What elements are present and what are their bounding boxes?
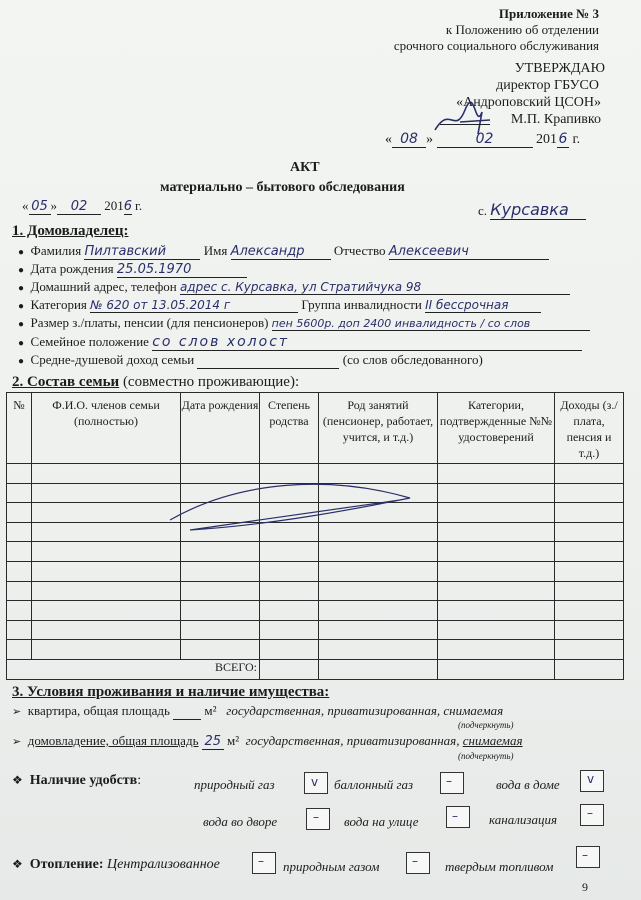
table-row: [7, 561, 624, 581]
row-family-status: ● Семейное положение со слов холост: [18, 334, 582, 351]
act-date-year-prefix: 201: [104, 198, 124, 213]
heating-central-checkbox[interactable]: [252, 852, 276, 874]
water-yard-mark: –: [313, 810, 319, 824]
apartment-underline-note: (подчеркнуть): [458, 720, 514, 730]
birth-label: Дата рождения: [30, 261, 114, 276]
heating-row: ❖ Отопление: Централизованное: [12, 857, 220, 872]
row-apartment: ➢ квартира, общая площадь м² государственная, приватизированная, снимаемая: [12, 703, 504, 718]
patronymic-label: Отчество: [333, 243, 386, 258]
birth-value: 25.05.1970: [117, 262, 247, 278]
amenities-heading: ❖ Наличие удобств:: [12, 773, 142, 788]
approve-date: « 08 » 02 201 6 г.: [385, 131, 581, 147]
bottled-gas-mark: –: [446, 774, 452, 788]
water-home-label: вода в доме: [496, 777, 560, 792]
section2-heading: [12, 374, 299, 391]
table-row: [7, 542, 624, 562]
water-yard-label: вода во дворе: [203, 814, 278, 829]
act-title: АКТ: [290, 160, 320, 175]
total-label: ВСЕГО:: [7, 659, 260, 679]
approve-label: УТВЕРЖДАЮ: [514, 61, 605, 76]
row-house: ➢ домовладение, общая площадь 25 м² государственная, приватизированная, снимаемая: [12, 733, 523, 749]
heating-gas-checkbox[interactable]: [406, 852, 430, 874]
approve-date-year-digit: 6: [558, 131, 568, 147]
row-birth: ● Дата рождения 25.05.1970: [18, 261, 247, 278]
row-income: ● Размер з./платы, пенсии (для пенсионеров) пен 5600р. доп 2400 инвалидность / со слов: [18, 315, 590, 331]
disability-label: Группа инвалидности: [301, 297, 422, 312]
house-type-state: государственная,: [245, 733, 344, 748]
table-total-row: [7, 659, 624, 679]
family-label: Семейное положение: [30, 334, 149, 349]
approve-date-month: 02: [437, 131, 533, 148]
col-income: Доходы (з./плата, пенсия и т.д.): [555, 393, 624, 464]
heating-central-label: Централизованное: [107, 857, 220, 872]
heating-central-mark: –: [258, 854, 264, 868]
avg-income-label: Средне-душевой доход семьи: [30, 352, 195, 367]
row-name: ● Фамилия Пилтавский Имя Александр Отчество Алексеевич: [18, 243, 549, 260]
appendix-line3: срочного социального обслуживания: [393, 38, 599, 53]
act-subtitle: материально – бытового обследования: [160, 180, 405, 195]
apartment-area-blank: [173, 703, 201, 720]
act-date-month: 02: [57, 199, 101, 215]
col-birth: Дата рождения: [181, 393, 260, 464]
page-number: 9: [582, 880, 588, 894]
house-area: 25: [202, 734, 224, 750]
director-title: директор ГБУСО: [496, 78, 599, 93]
category-label: Категория: [30, 297, 87, 312]
heating-solid-label: твердым топливом: [445, 859, 554, 874]
surname-label: Фамилия: [30, 243, 82, 258]
organization-name: «Андроповский ЦСОН»: [456, 95, 601, 110]
sewer-label: канализация: [489, 812, 557, 827]
family-value: со слов холост: [152, 334, 582, 351]
appendix-title: Приложение № 3: [498, 6, 599, 21]
income-label: Размер з./платы, пенсии (для пенсионеров): [30, 315, 269, 330]
section1-heading: 1. Домовладелец:: [12, 223, 129, 239]
water-street-label: вода на улице: [344, 814, 419, 829]
col-occupation: Род занятий (пенсионер, работает, учится, и т.д.): [319, 393, 438, 464]
house-type-rented: снимаемая: [462, 733, 523, 748]
director-name: М.П. Крапивко: [510, 112, 601, 127]
apartment-label: квартира, общая площадь: [27, 703, 170, 718]
heating-label: Отопление:: [29, 857, 104, 872]
heating-gas-label: природным газом: [283, 859, 380, 874]
house-underline-note: (подчеркнуть): [458, 751, 514, 761]
avg-income-note: (со слов обследованного): [342, 352, 483, 367]
house-label: домовладение, общая площадь: [27, 733, 199, 748]
section2-heading-rest: (совместно проживающие):: [122, 374, 300, 390]
name-label: Имя: [203, 243, 228, 258]
family-table-header: [7, 393, 624, 464]
water-street-mark: –: [452, 809, 458, 823]
house-type-private: приватизированная,: [346, 733, 460, 748]
address-label: Домашний адрес, телефон: [30, 279, 177, 294]
bottled-gas-label: баллонный газ: [334, 777, 414, 792]
heating-solid-mark: –: [582, 848, 588, 862]
act-place-prefix: с.: [478, 203, 488, 218]
house-unit: м²: [227, 733, 240, 748]
table-strike-mark: [150, 470, 430, 540]
amenities-label: Наличие удобств: [29, 773, 138, 788]
act-place-value: Курсавка: [490, 200, 586, 220]
act-date: « 05 » 02 2016 г.: [22, 198, 143, 214]
appendix-line2: к Положению об отделении: [445, 22, 599, 37]
natural-gas-label: природный газ: [194, 777, 275, 792]
act-date-year-digit: 6: [123, 199, 133, 214]
act-place: [478, 200, 586, 220]
income-value: пен 5600р. доп 2400 инвалидность / со слов: [272, 317, 590, 331]
avg-income-blank: [197, 352, 339, 369]
water-home-mark: v: [587, 772, 595, 786]
apartment-unit: м²: [204, 703, 217, 718]
approve-date-suffix: г.: [572, 132, 581, 147]
row-address: ● Домашний адрес, телефон адрес с. Курсавка, ул Стратийчука 98: [18, 279, 570, 295]
heating-gas-mark: –: [412, 854, 418, 868]
approve-date-day: 08: [392, 131, 426, 148]
patronymic-value: Алексеевич: [389, 244, 549, 260]
apartment-types: государственная, приватизированная, снимаемая: [226, 703, 504, 718]
sewer-mark: –: [587, 806, 593, 820]
signature-line: [440, 124, 490, 125]
approve-date-year-prefix: 201: [536, 132, 557, 147]
table-row: [7, 581, 624, 601]
disability-value: II бессрочная: [425, 298, 541, 313]
table-row: [7, 620, 624, 640]
heating-solid-checkbox[interactable]: [576, 846, 600, 868]
category-value: № 620 от 13.05.2014 г: [90, 298, 298, 313]
surname-value: Пилтавский: [84, 244, 200, 260]
act-date-suffix: г.: [135, 198, 143, 213]
col-categories: Категории, подтвержденные №№ удостоверений: [438, 393, 555, 464]
amenities-colon: :: [137, 773, 142, 788]
natural-gas-mark: v: [311, 775, 319, 789]
address-value: адрес с. Курсавка, ул Стратийчука 98: [180, 280, 570, 295]
row-avg-income: ● Средне-душевой доход семьи (со слов обследованного): [18, 352, 483, 367]
act-date-day: 05: [29, 199, 51, 215]
section2-heading-bold: 2. Состав семьи: [12, 374, 120, 390]
section3-heading: 3. Условия проживания и наличие имущества:: [12, 684, 330, 700]
table-row: [7, 601, 624, 621]
table-row: [7, 640, 624, 660]
row-category: ● Категория № 620 от 13.05.2014 г Группа инвалидности II бессрочная: [18, 297, 541, 313]
name-value: Александр: [231, 244, 331, 260]
water-street-checkbox[interactable]: [446, 806, 470, 828]
col-number: №: [7, 393, 32, 464]
col-fio: Ф.И.О. членов семьи (полностью): [32, 393, 181, 464]
col-relation: Степень родства: [260, 393, 319, 464]
bottled-gas-checkbox[interactable]: [440, 772, 464, 794]
